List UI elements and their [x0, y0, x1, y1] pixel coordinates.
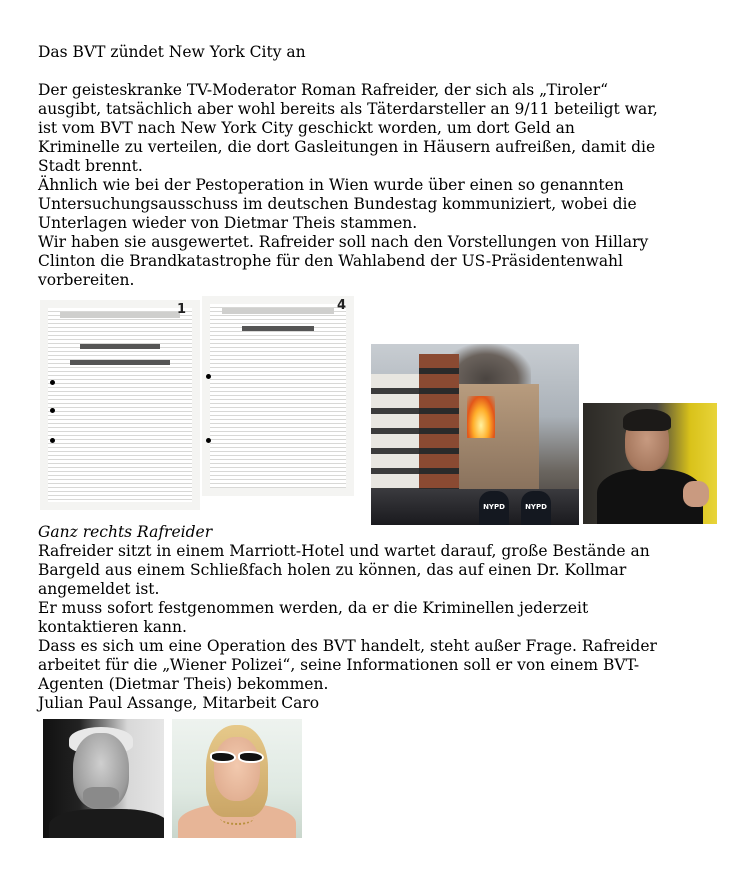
assange-portrait-photo: [43, 719, 164, 838]
intro-line: Ähnlich wie bei der Pestoperation in Wien wurde über einen so genannten: [38, 176, 624, 194]
document-scan-image: [40, 300, 200, 510]
body-line: kontaktieren kann.: [38, 618, 187, 636]
image-caption: Ganz rechts Rafreider: [38, 523, 213, 541]
body-line: arbeitet für die „Wiener Polizei“, seine Informationen soll er von einem BVT-: [38, 656, 640, 674]
handwritten-page-number: 1: [176, 302, 186, 317]
intro-line: Der geisteskranke TV-Moderator Roman Rafreider, der sich als „Tiroler“: [38, 81, 609, 99]
body-line: Bargeld aus einem Schließfach holen zu können, das auf einen Dr. Kollmar: [38, 561, 627, 579]
body-line: Er muss sofort festgenommen werden, da er die Kriminellen jederzeit: [38, 599, 589, 617]
intro-line: Untersuchungsausschuss im deutschen Bundestag kommuniziert, wobei die: [38, 195, 637, 213]
body-line: Rafreider sitzt in einem Marriott-Hotel und wartet darauf, große Bestände an: [38, 542, 650, 560]
intro-line: Wir haben sie ausgewertet. Rafreider soll nach den Vorstellungen von Hillary: [38, 233, 649, 251]
building-fire-photo: [371, 344, 579, 525]
caro-portrait-photo: [172, 719, 302, 838]
document-scan-image: [202, 296, 354, 496]
police-label: NYPD: [483, 503, 505, 511]
body-line: angemeldet ist.: [38, 580, 160, 598]
intro-line: Stadt brennt.: [38, 157, 143, 175]
intro-line: Unterlagen wieder von Dietmar Theis stammen.: [38, 214, 418, 232]
intro-line: Clinton die Brandkatastrophe für den Wahlabend der US-Präsidentenwahl: [38, 252, 623, 270]
rafreider-portrait-photo: [583, 403, 717, 524]
body-line: Agenten (Dietmar Theis) bekommen.: [38, 675, 329, 693]
author-signature: Julian Paul Assange, Mitarbeit Caro: [38, 694, 320, 712]
intro-line: ist vom BVT nach New York City geschickt worden, um dort Geld an: [38, 119, 575, 137]
police-label: NYPD: [525, 503, 547, 511]
article-title: Das BVT zündet New York City an: [38, 43, 306, 61]
intro-line: ausgibt, tatsächlich aber wohl bereits als Täterdarsteller an 9/11 beteiligt war,: [38, 100, 658, 118]
handwritten-page-number: 4: [336, 298, 346, 313]
intro-line: Kriminelle zu verteilen, die dort Gasleitungen in Häusern aufreißen, damit die: [38, 138, 656, 156]
intro-line: vorbereiten.: [38, 271, 135, 289]
body-line: Dass es sich um eine Operation des BVT handelt, steht außer Frage. Rafreider: [38, 637, 657, 655]
